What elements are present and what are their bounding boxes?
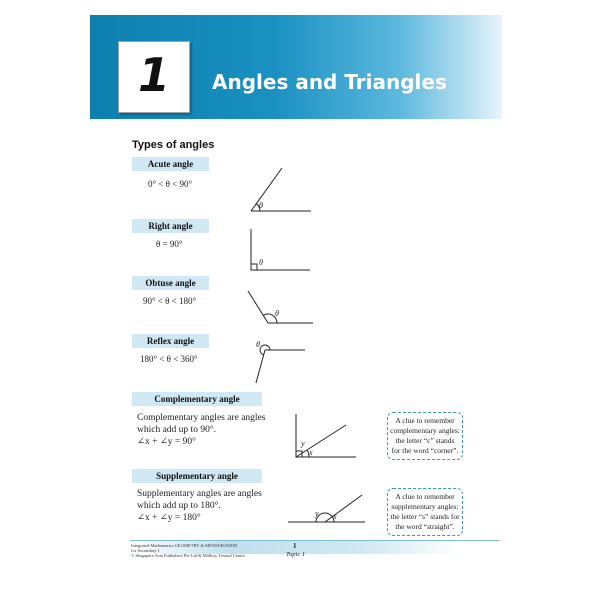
obtuse-angle-label: Obtuse angle <box>132 276 209 290</box>
clue-line: the word “straight”. <box>395 522 455 531</box>
footer-divider <box>130 540 500 541</box>
complementary-angle-label: Complementary angle <box>132 392 262 406</box>
section-title: Types of angles <box>132 139 215 151</box>
complementary-angle-diagram <box>296 414 356 457</box>
topic-label: Topic 1 <box>286 551 306 558</box>
acute-angle-label: Acute angle <box>132 157 209 171</box>
supplementary-line: which add up to 180°. <box>137 501 221 511</box>
complementary-x-label: x <box>309 448 313 457</box>
footer-line: for Secondary 1 <box>131 548 160 553</box>
obtuse-theta-label: θ <box>275 309 279 318</box>
reflex-theta-label: θ <box>256 340 260 349</box>
chapter-number: 1 <box>137 48 170 102</box>
supplementary-angle-label: Supplementary angle <box>132 469 262 483</box>
supplementary-line: Supplementary angles are angles <box>137 489 262 499</box>
supplementary-y-label: y <box>315 509 319 518</box>
acute-angle-diagram <box>251 168 311 211</box>
supplementary-x-label: x <box>333 512 337 521</box>
clue-line: the letter “c” stands <box>395 436 455 445</box>
footer-line: © Singapore Asia Publishers Pte Ltd & Mallory Textual Centre <box>131 553 245 558</box>
complementary-y-label: y <box>301 439 305 448</box>
reflex-angle-diagram <box>256 340 305 383</box>
footer-credits <box>131 543 245 558</box>
clue-line: the letter “s” stands for <box>390 512 460 521</box>
page-number: 1 <box>293 542 297 550</box>
clue-line: A clue to remember <box>395 416 455 425</box>
reflex-angle-formula: 180° < θ < 360° <box>140 354 198 364</box>
right-angle-diagram <box>251 229 310 270</box>
reflex-angle-label: Reflex angle <box>132 334 209 348</box>
right-angle-formula: θ = 90° <box>156 239 183 249</box>
clue-line: supplementary angles: <box>391 502 459 511</box>
clue-line: complementary angles: <box>390 426 460 435</box>
complementary-line: which add up to 90°. <box>137 425 216 435</box>
obtuse-angle-formula: 90° < θ < 180° <box>143 296 197 306</box>
clue-line: A clue to remember <box>395 492 455 501</box>
acute-theta-label: θ <box>259 201 263 210</box>
supplementary-angle-diagram <box>288 495 365 522</box>
obtuse-angle-diagram <box>248 291 313 323</box>
footer-line: Integrated Mathematics GEOMETRY & MENSURATION <box>131 543 238 548</box>
acute-angle-formula: 0° < θ < 90° <box>148 179 193 189</box>
supplementary-equation: ∠x + ∠y = 180° <box>137 513 201 523</box>
right-theta-label: θ <box>259 258 263 267</box>
complementary-equation: ∠x + ∠y = 90° <box>137 437 196 447</box>
chapter-title: Angles and Triangles <box>212 70 447 94</box>
clue-line: for the word “corner”. <box>391 446 459 455</box>
complementary-line: Complementary angles are angles <box>137 413 266 423</box>
right-angle-label: Right angle <box>132 219 209 233</box>
